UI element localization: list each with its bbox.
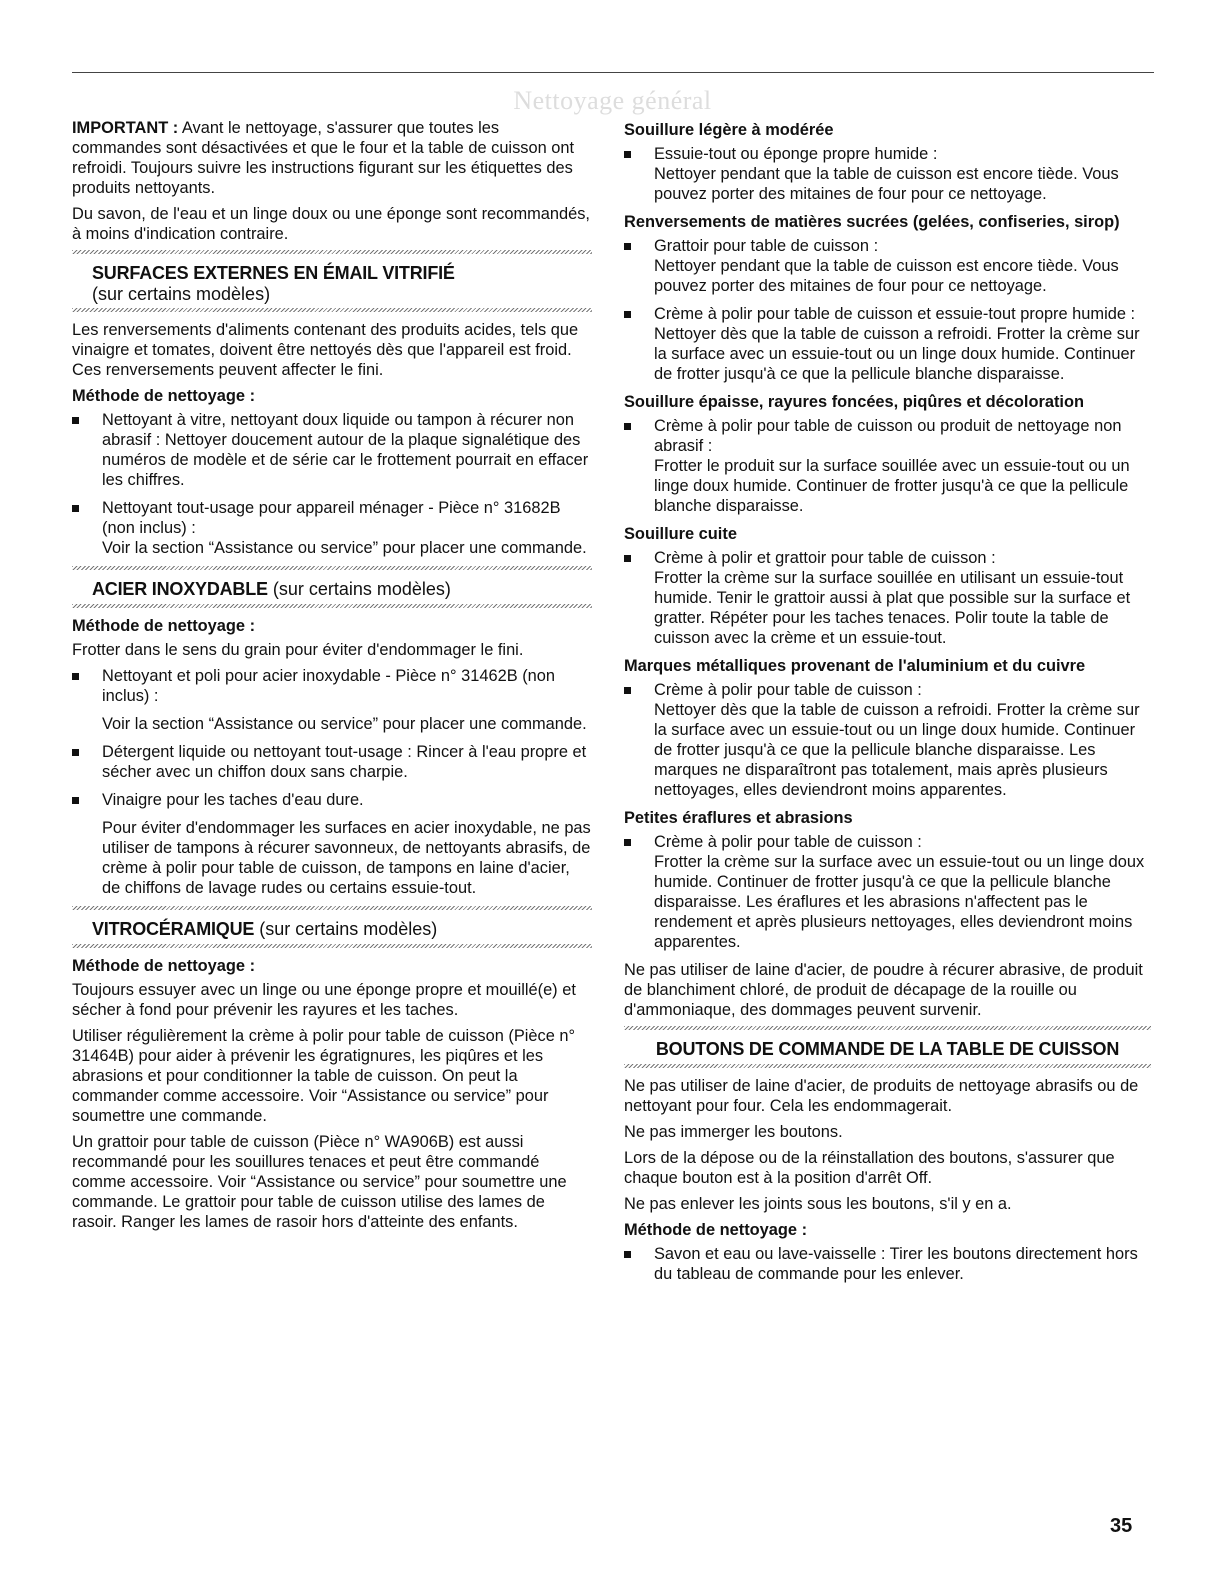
intro-paragraph-2: Du savon, de l'eau et un linge doux ou une éponge sont recommandés, à moins d'indication contraire. [72,205,590,243]
list-item-text: Crème à polir pour table de cuisson et essuie-tout propre humide : [654,305,1136,323]
knobs-paragraph-3: Lors de la dépose ou de la réinstallation des boutons, s'assurer que chaque bouton est à la position d'arrêt Off. [624,1149,1115,1187]
left-column [72,118,592,1238]
warning-paragraph: Ne pas utiliser de laine d'acier, de poudre à récurer abrasive, de produit de blanchiment chloré, de produit de décapage de la rouille ou d'ammoniaque, des dommages peuvent survenir. [624,961,1143,1019]
list-item-text: Crème à polir pour table de cuisson : [654,833,922,851]
bullet-list [624,236,1151,384]
vitro-paragraph-2: Utiliser régulièrement la crème à polir pour table de cuisson (Pièce n° 31464B) pour aider à prévenir les égratignures, les piqûres et les abrasions et pour conditionner la table de cuisson. On peut la commander comme accessoire. Voir “Assistance ou service” pour soumettre une commande. [72,1027,576,1125]
list-item [624,832,1151,952]
subsection-heading: Petites éraflures et abrasions [624,809,853,827]
list-item-text: Crème à polir pour table de cuisson : [654,681,922,699]
email-paragraph: Les renversements d'aliments contenant des produits acides, tels que vinaigre et tomates, doivent être nettoyés dès que l'appareil est froid. Ces renversements peuvent affecter le fini. [72,321,579,379]
right-column [624,118,1151,1292]
section-divider [624,1064,1151,1068]
section-divider [72,944,592,948]
method-heading: Méthode de nettoyage : [72,387,256,405]
subsection-heading: Souillure légère à modérée [624,121,834,139]
list-item-text: Grattoir pour table de cuisson : [654,237,879,255]
method-heading: Méthode de nettoyage : [624,1221,808,1239]
section-header [72,910,592,944]
list-item [72,498,592,558]
list-item [624,236,1151,296]
section-heading: BOUTONS DE COMMANDE DE LA TABLE DE CUISSON [655,1039,1120,1059]
inox-paragraph: Frotter dans le sens du grain pour éviter d'endommager le fini. [72,641,524,659]
vitro-paragraph-1: Toujours essuyer avec un linge ou une éponge propre et mouillé(e) et sécher à fond pour prévenir les rayures et les taches. [72,981,576,1019]
subsection-heading: Renversements de matières sucrées (gelées, confiseries, sirop) [624,213,1120,231]
list-item-text: Nettoyant à vitre, nettoyant doux liquide ou tampon à récurer non abrasif : Nettoyer doucement autour de la plaque signalétique des numéros de modèle et de série car le frottement pourrait en effacer les chiffres. [102,411,589,489]
subsection-heading: Souillure épaisse, rayures foncées, piqûres et décoloration [624,393,1085,411]
section-header [624,1030,1151,1064]
list-item-subtext: Frotter le produit sur la surface souillée avec un essuie-tout ou un linge doux humide. Continuer de frotter jusqu'à ce que la pellicule blanche disparaisse. [654,457,1130,515]
list-item-subtext: Frotter la crème sur la surface souillée en utilisant un essuie-tout humide. Tenir le grattoir aussi à plat que possible sur la surface et gratter. Répéter pour les taches tenaces. Polir toute la table de cuisson avec la crème et un essuie-tout. [654,569,1131,647]
email-bullets [72,410,592,558]
bullet-list [624,144,1151,204]
subsection-heading: Souillure cuite [624,525,737,543]
intro-paragraph [72,118,592,198]
vitro-paragraph-3: Un grattoir pour table de cuisson (Pièce n° WA906B) est aussi recommandé pour les souillures tenaces et peut être commandé comme accessoire. Voir “Assistance ou service” pour soumettre une commande. Le grattoir pour table de cuisson utilise des lames de rasoir. Ranger les lames de rasoir hors d'atteinte des enfants. [72,1133,567,1231]
intro-text: Avant le nettoyage, s'assurer que toutes les commandes sont désactivées et que le four et la table de cuisson ont refroidi. Toujours suivre les instructions figurant sur les étiquettes des produits nettoyants. [72,119,575,197]
bullet-list [624,680,1151,800]
list-item-subtext: Nettoyer pendant que la table de cuisson est encore tiède. Vous pouvez porter des mitaines de four pour ce nettoyage. [654,165,1119,203]
page-title: Nettoyage général [513,86,712,115]
list-item-subtext: Voir la section “Assistance ou service” pour placer une commande. [102,539,587,557]
section-header [72,570,592,604]
section-subheading: (sur certains modèles) [254,919,438,939]
list-item-text: Détergent liquide ou nettoyant tout-usage : Rincer à l'eau propre et sécher avec un chiffon doux sans charpie. [102,743,587,781]
list-item-subtext: Voir la section “Assistance ou service” pour placer une commande. [102,715,587,733]
section-divider [72,604,592,608]
knobs-paragraph-1: Ne pas utiliser de laine d'acier, de produits de nettoyage abrasifs ou de nettoyant pour four. Cela les endommagerait. [624,1077,1139,1115]
list-item [624,144,1151,204]
list-item [624,416,1151,516]
section-heading: ACIER INOXYDABLE [92,579,268,599]
subsection-heading: Marques métalliques provenant de l'aluminium et du cuivre [624,657,1086,675]
list-item [624,1244,1151,1284]
list-item [72,410,592,490]
section-inox [72,566,592,608]
list-item-subtext: Frotter la crème sur la surface avec un essuie-tout ou un linge doux humide. Continuer de frotter jusqu'à ce que la pellicule blanche disparaisse. Les éraflures et les abrasions n'affectent pas le rendement et après plusieurs nettoyages, elles deviendront moins apparentes. [654,853,1145,951]
section-email [72,250,592,312]
section-header [72,254,592,308]
list-item [72,742,592,782]
list-item [72,666,592,734]
list-item-text: Crème à polir et grattoir pour table de cuisson : [654,549,996,567]
method-heading: Méthode de nettoyage : [72,617,256,635]
list-item [624,548,1151,648]
bullet-list [624,1244,1151,1284]
list-item-subtext: Nettoyer pendant que la table de cuisson est encore tiède. Vous pouvez porter des mitaines de four pour ce nettoyage. [654,257,1119,295]
list-item [624,304,1151,384]
list-item-subtext: Nettoyer dès que la table de cuisson a refroidi. Frotter la crème sur la surface avec un essuie-tout ou un linge doux humide. Continuer de frotter jusqu'à ce que la pellicule blanche disparaisse. [654,325,1140,383]
inox-bullets [72,666,592,898]
list-item-text: Essuie-tout ou éponge propre humide : [654,145,938,163]
list-item-text: Savon et eau ou lave-vaisselle : Tirer les boutons directement hors du tableau de commande pour les enlever. [654,1245,1138,1283]
list-item-subtext: Nettoyer dès que la table de cuisson a refroidi. Frotter la crème sur la surface avec un essuie-tout ou un linge doux humide. Continuer de frotter jusqu'à ce que la pellicule blanche disparaisse. Les marques ne disparaîtront pas totalement, mais après plusieurs nettoyages, elles deviendront moins apparentes. [654,701,1140,799]
list-item [624,680,1151,800]
list-item [72,790,592,898]
section-heading: VITROCÉRAMIQUE [92,919,255,939]
top-rule [72,72,1154,73]
bullet-list [624,548,1151,648]
list-item-text: Nettoyant et poli pour acier inoxydable - Pièce n° 31462B (non inclus) : [102,667,556,705]
section-subheading: (sur certains modèles) [267,579,451,599]
knobs-paragraph-4: Ne pas enlever les joints sous les boutons, s'il y en a. [624,1195,1012,1213]
section-subheading: (sur certains modèles) [92,284,271,304]
section-heading: SURFACES EXTERNES EN ÉMAIL VITRIFIÉ [92,263,455,283]
important-label: IMPORTANT : [72,119,179,137]
bullet-list [624,832,1151,952]
list-item-subtext: Pour éviter d'endommager les surfaces en acier inoxydable, ne pas utiliser de tampons à récurer savonneux, de nettoyants abrasifs, de crème à polir pour table de cuisson, de tampons en laine d'acier, de chiffons de lavage rudes ou certains essuie-tout. [102,819,591,897]
list-item-text: Crème à polir pour table de cuisson ou produit de nettoyage non abrasif : [654,417,1122,455]
knobs-paragraph-2: Ne pas immerger les boutons. [624,1123,843,1141]
section-knobs [624,1026,1151,1068]
list-item-text: Nettoyant tout-usage pour appareil ménager - Pièce n° 31682B (non inclus) : [102,499,561,537]
bullet-list [624,416,1151,516]
page-number: 35 [1110,1515,1133,1537]
method-heading: Méthode de nettoyage : [72,957,256,975]
section-vitro [72,906,592,948]
list-item-text: Vinaigre pour les taches d'eau dure. [102,791,364,809]
section-divider [72,308,592,312]
